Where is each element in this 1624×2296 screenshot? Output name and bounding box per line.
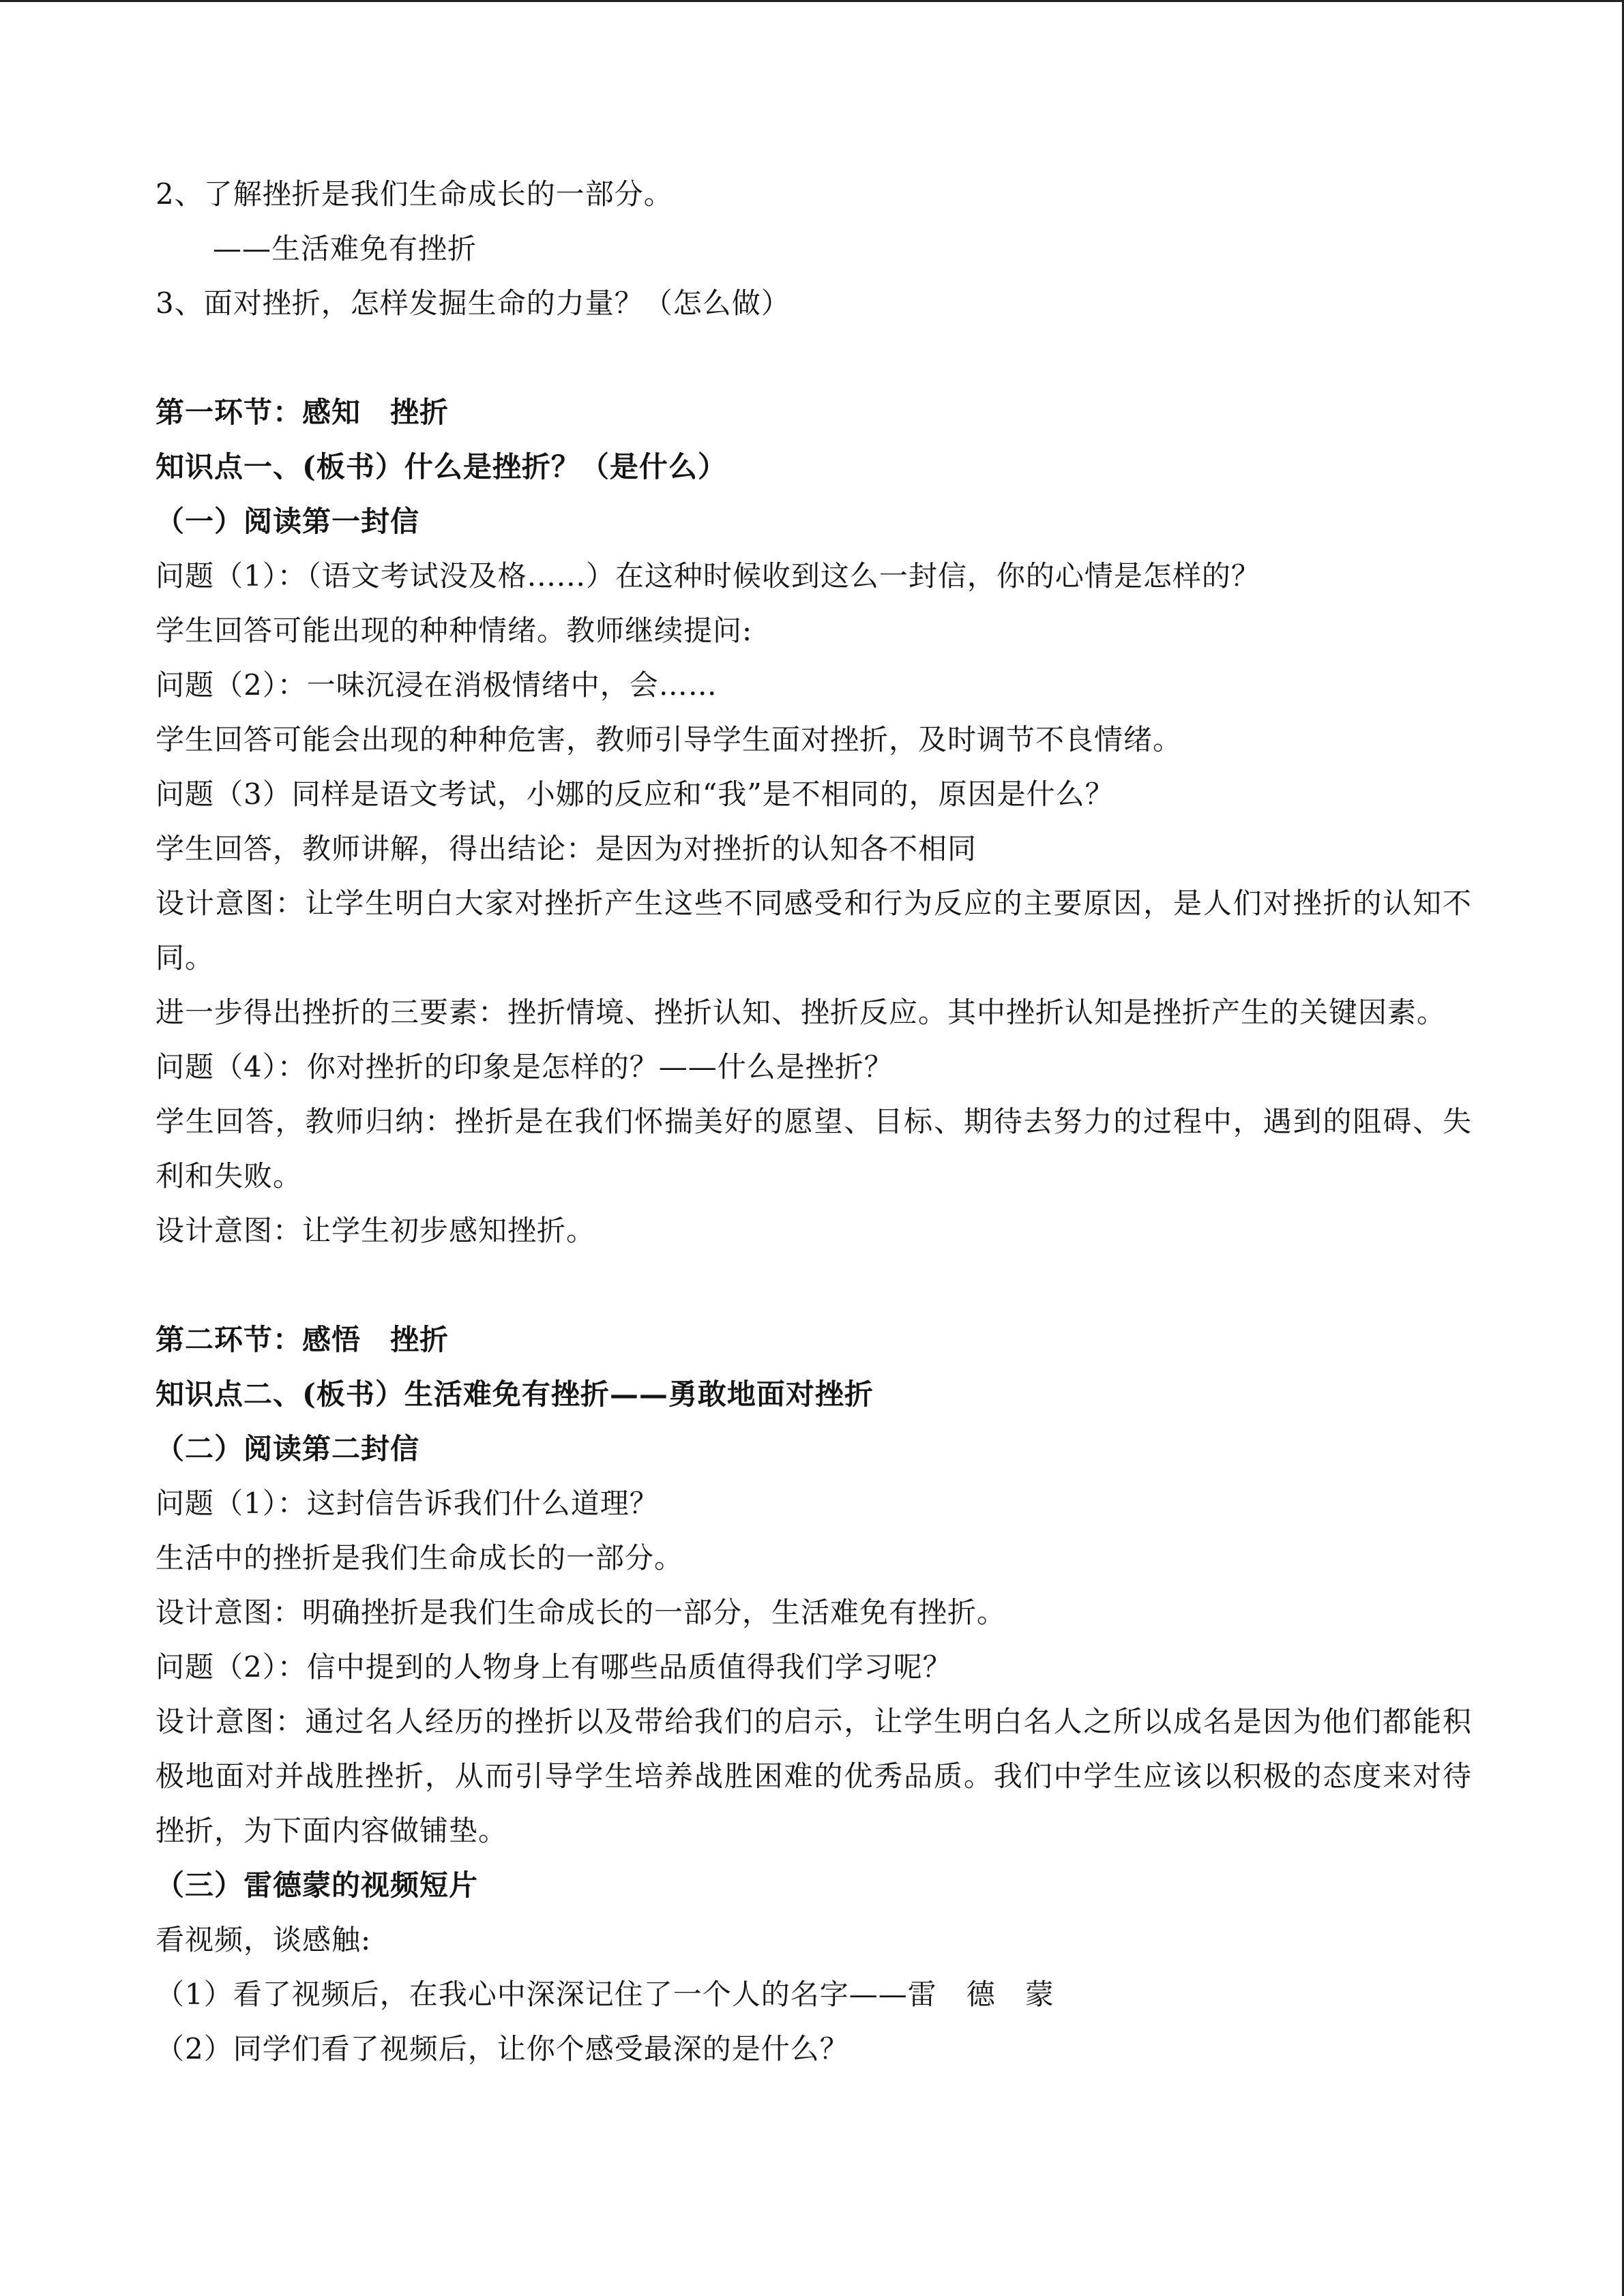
section2-subheading-2: （三）雷德蒙的视频短片 [156, 1868, 479, 1902]
spacer [156, 331, 1472, 385]
paragraph: （2）同学们看了视频后，让你个感受最深的是什么？ [156, 2032, 849, 2066]
paragraph: 学生回答可能出现的种种情绪。教师继续提问: [156, 614, 753, 647]
section1-heading: 第一环节：感知 挫折 [156, 396, 449, 429]
paragraph: 设计意图：让学生明白大家对挫折产生这些不同感受和行为反应的主要原因，是人们对挫折的认知不同。 [156, 886, 1472, 974]
section1-knowledge-point: 知识点一、(板书）什么是挫折？（是什么） [156, 450, 727, 483]
intro-line-2: ——生活难免有挫折 [213, 232, 477, 265]
paragraph: 问题（3）同样是语文考试，小娜的反应和“我”是不相同的，原因是什么？ [156, 777, 1114, 811]
paragraph: 问题（1）：这封信告诉我们什么道理？ [156, 1487, 659, 1520]
intro-line-1: 2、了解挫折是我们生命成长的一部分。 [156, 177, 673, 211]
paragraph: 问题（2）：信中提到的人物身上有哪些品质值得我们学习呢？ [156, 1650, 952, 1684]
spacer [156, 1258, 1472, 1313]
section2-heading: 第二环节：感悟 挫折 [156, 1323, 449, 1356]
paragraph: 学生回答可能会出现的种种危害，教师引导学生面对挫折，及时调节不良情绪。 [156, 723, 1183, 756]
paragraph: 学生回答，教师讲解，得出结论：是因为对挫折的认知各不相同 [156, 832, 977, 865]
paragraph: 问题（2）：一味沉浸在消极情绪中，会…… [156, 668, 718, 702]
intro-line-3: 3、面对挫折，怎样发掘生命的力量？（怎么做） [156, 286, 791, 320]
document-body [156, 167, 1472, 2076]
page-top-border [0, 0, 1624, 2]
paragraph: 进一步得出挫折的三要素：挫折情境、挫折认知、挫折反应。其中挫折认知是挫折产生的关键因素。 [156, 996, 1447, 1029]
section2-knowledge-point: 知识点二、(板书）生活难免有挫折——勇敢地面对挫折 [156, 1377, 874, 1411]
paragraph: 问题（4）：你对挫折的印象是怎样的？——什么是挫折？ [156, 1050, 894, 1084]
paragraph: 设计意图：明确挫折是我们生命成长的一部分，生活难免有挫折。 [156, 1596, 1007, 1629]
paragraph: 设计意图：通过名人经历的挫折以及带给我们的启示，让学生明白名人之所以成名是因为他们都能积极地面对并战胜挫折，从而引导学生培养战胜困难的优秀品质。我们中学生应该以积极的态度来对待挫折，为下面内容做铺垫。 [156, 1705, 1472, 1847]
paragraph: 设计意图：让学生初步感知挫折。 [156, 1214, 596, 1247]
paragraph: 问题（1）：（语文考试没及格......）在这种时候收到这么一封信，你的心情是怎样的？ [156, 559, 1260, 593]
section2-subheading: （二）阅读第二封信 [156, 1432, 420, 1465]
paragraph: 学生回答，教师归纳：挫折是在我们怀揣美好的愿望、目标、期待去努力的过程中，遇到的阻碍、失利和失败。 [156, 1105, 1472, 1193]
paragraph: 生活中的挫折是我们生命成长的一部分。 [156, 1541, 684, 1575]
paragraph: 看视频，谈感触: [156, 1923, 372, 1956]
paragraph: （1）看了视频后，在我心中深深记住了一个人的名字——雷 德 蒙 [156, 1978, 1054, 2011]
section1-subheading: （一）阅读第一封信 [156, 505, 420, 538]
